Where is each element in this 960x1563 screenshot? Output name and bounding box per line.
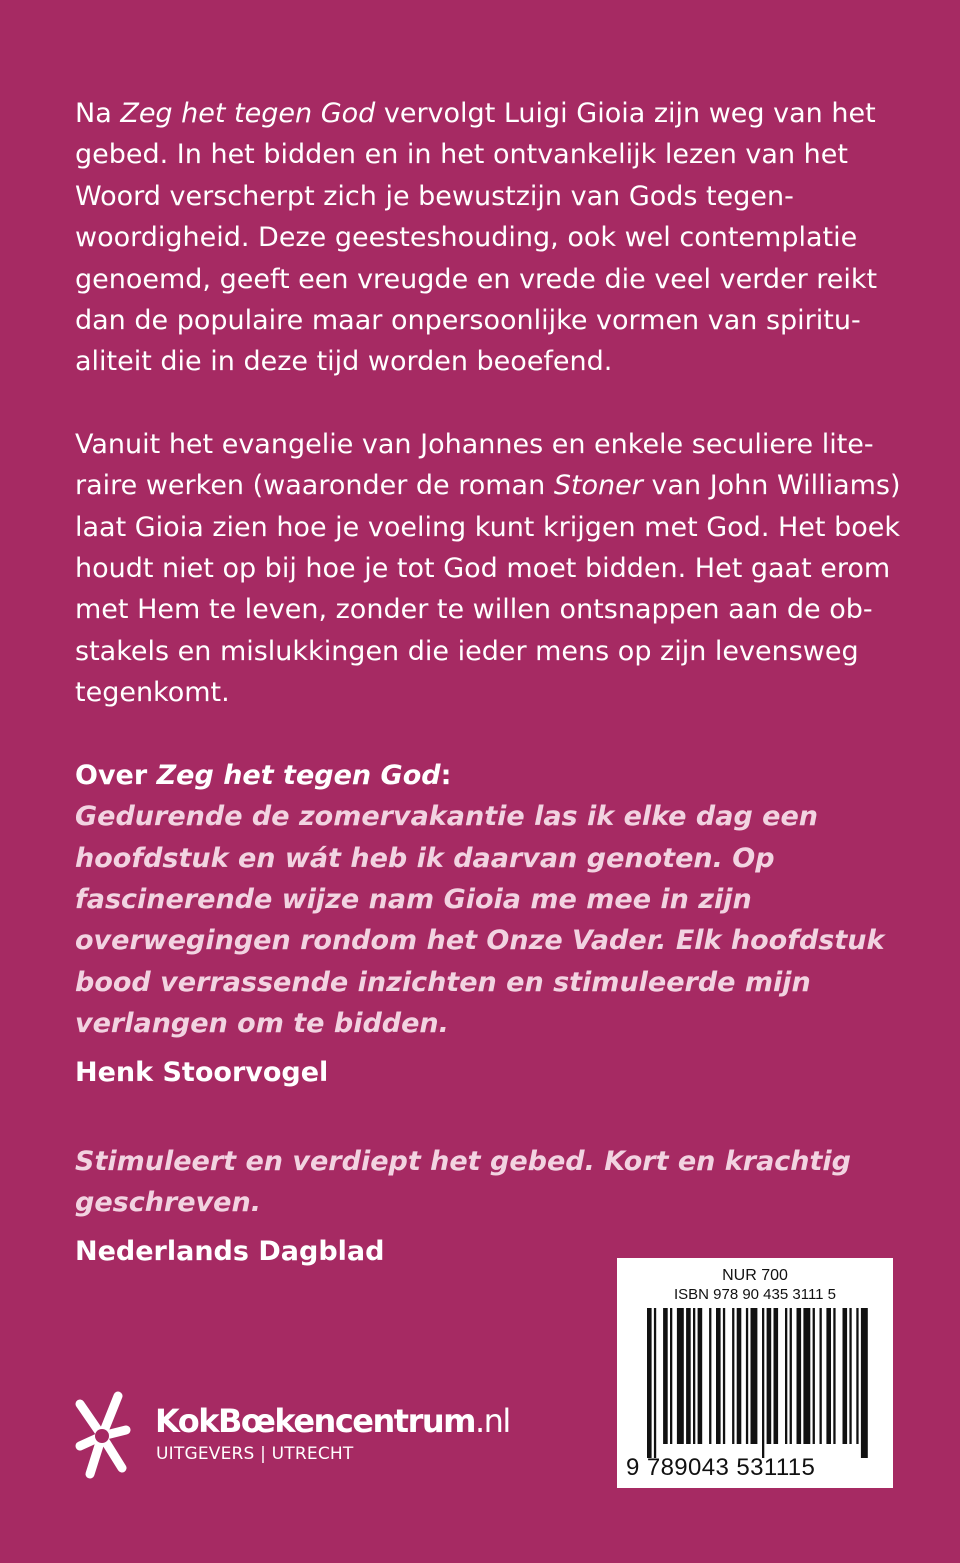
nur-code: NUR 700 (722, 1267, 788, 1284)
publisher-name: KokBœkencentrum.nl (155, 1402, 510, 1440)
novel-title: Stoner (553, 470, 643, 502)
barcode-bar (716, 1308, 721, 1444)
book-title: Zeg het tegen God (120, 98, 376, 129)
review-author-1: Henk Stoorvogel (75, 1056, 329, 1088)
barcode-bar (774, 1308, 779, 1444)
barcode-bar (797, 1308, 802, 1444)
isbn-number: ISBN 978 90 435 3111 5 (673, 1286, 837, 1303)
barcode-bar (746, 1308, 748, 1444)
review-quote-2: Stimuleert en verdiept het gebed. Kort en krachtig geschreven. (75, 1145, 852, 1219)
barcode-bar (849, 1308, 851, 1444)
barcode-bar (813, 1308, 815, 1444)
barcode-bars (617, 1308, 893, 1458)
blurb-paragraph-1: Na Zeg het tegen God vervolgt Luigi Gioia zijn weg van het gebed. In het bidden en in het ontvankelijk lezen van het Woord verscherpt zich je bewustzijn van Gods tegenwoordigheid. Deze geesteshouding, ook wel contemplatie genoemd, geeft een vreugde en vrede die veel verder reikt dan de populaire maar onpersoonlijke vormen van spiritualiteit die in deze tijd worden beoefend. (75, 98, 878, 378)
barcode-bar (826, 1308, 831, 1444)
barcode-bar (820, 1308, 822, 1444)
publisher-subtitle: UITGEVERS | UTRECHT (156, 1444, 354, 1464)
barcode-bar (856, 1308, 858, 1444)
publisher-logo (72, 1388, 512, 1488)
barcode-bar (737, 1308, 742, 1444)
review-author-2: Nederlands Dagblad (75, 1235, 385, 1267)
review-quote-1: Gedurende de zomervakantie las ik elke dag een hoofdstuk en wát heb ik daarvan genoten. Op fascinerende wijze nam Gioia me mee in zijn overwegingen rondom het Onze Vader. Elk hoofdstuk bood verrassende inzichten en stimuleerde mijn verlangen om te bidden. (75, 801, 885, 1040)
barcode-bar (723, 1308, 725, 1444)
barcode-bar (803, 1308, 810, 1444)
barcode-bar (861, 1308, 868, 1458)
barcode-bar (762, 1308, 764, 1458)
barcode-bar (677, 1308, 684, 1444)
barcode-bar (698, 1308, 703, 1444)
barcode-bar (732, 1308, 734, 1444)
barcode-bar (785, 1308, 787, 1444)
kok-star-logo-icon (72, 1388, 132, 1484)
barcode-bar (670, 1308, 672, 1444)
blurb-paragraph-2: Vanuit het evangelie van Johannes en enkele seculiere literaire werken (waaronder de roman Stoner van John Williams) laat Gioia zien hoe je voeling kunt krijgen met God. Het boek houdt niet op bij hoe je tot God moet bidden. Het gaat erom met Hem te leven, zonder te willen ontsnappen aan de obstakels en mislukkingen die ieder mens op zijn levensweg tegenkomt. (75, 428, 901, 709)
barcode-bar (767, 1308, 772, 1444)
barcode-bar (843, 1308, 848, 1444)
barcode-bar (751, 1308, 758, 1444)
barcode-bar (663, 1308, 668, 1444)
barcode-bar (686, 1308, 691, 1444)
barcode-bar (693, 1308, 695, 1444)
barcode-bar (790, 1308, 792, 1444)
about-heading: Over Zeg het tegen God: (75, 759, 452, 791)
barcode-bar (709, 1308, 711, 1444)
back-cover-text (75, 93, 910, 1272)
barcode-bar (647, 1308, 652, 1458)
barcode-digits: 9 789043 531115 (626, 1454, 816, 1481)
barcode-bar (833, 1308, 835, 1444)
isbn-barcode (617, 1258, 893, 1488)
barcode-bar (654, 1308, 656, 1458)
